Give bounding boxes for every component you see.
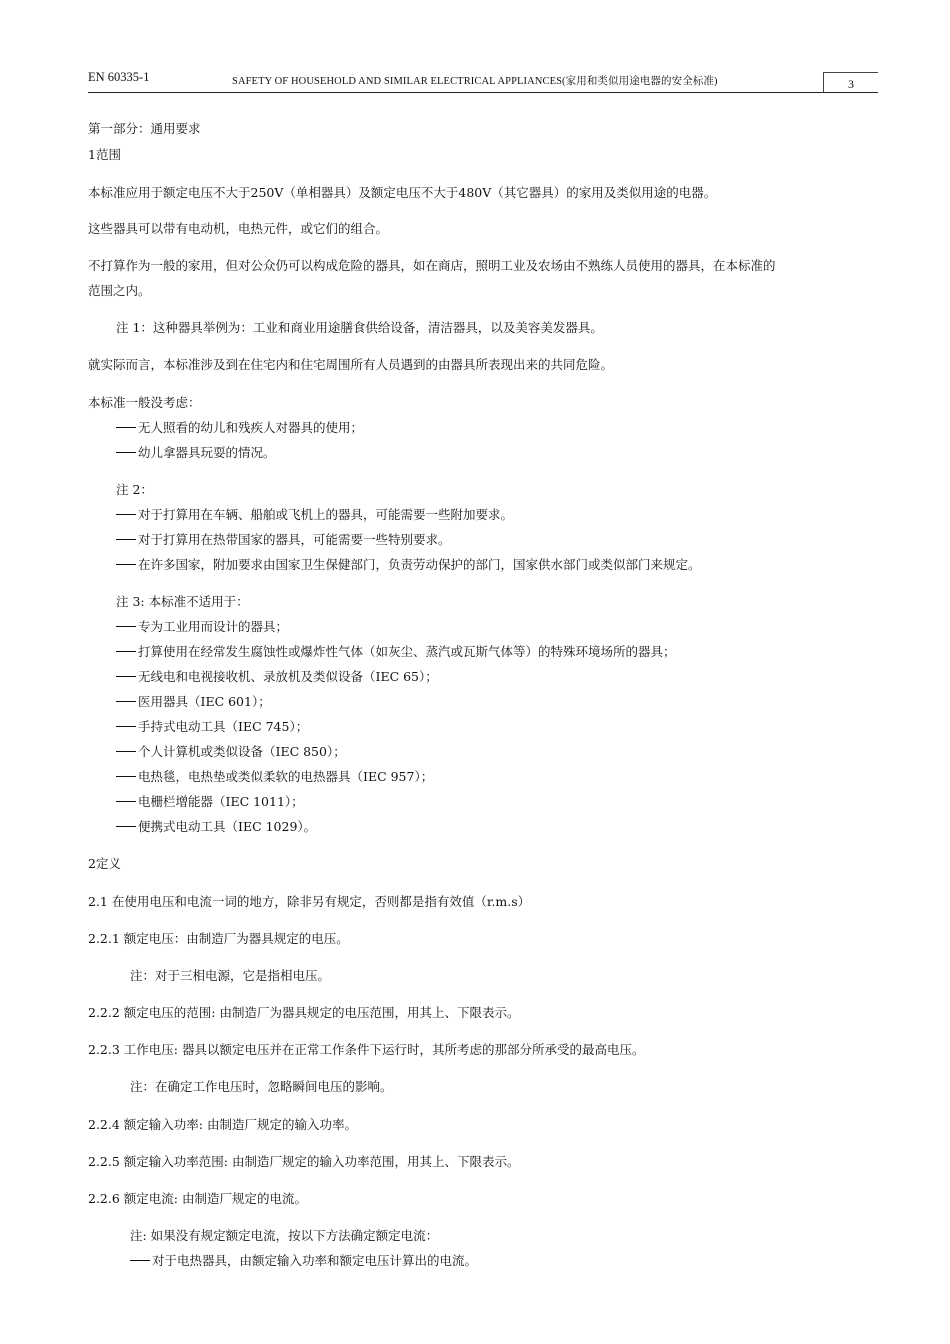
definition-2-2-6: 2.2.6 额定电流: 由制造厂规定的电流。: [88, 1191, 307, 1206]
definition-2-2-1: 2.2.1 额定电压：由制造厂为器具规定的电压。: [88, 931, 349, 946]
list-item: 无线电和电视接收机、录放机及类似设备（IEC 65）；: [116, 667, 438, 685]
paragraph-public-line1: 不打算作为一般的家用，但对公众仍可以构成危险的器具，如在商店，照明工业及农场由不熟练人员使用的器具，在本标准的: [88, 258, 776, 273]
list-item: 手持式电动工具（IEC 745）；: [116, 717, 308, 735]
dash-bullet: [116, 539, 136, 540]
definition-2-2-3-note: 注：在确定工作电压时，忽略瞬间电压的影响。: [130, 1079, 393, 1094]
page-number: 3: [823, 72, 878, 93]
dash-bullet: [116, 427, 136, 428]
dash-bullet: [116, 801, 136, 802]
definition-2-1: 2.1 在使用电压和电流一词的地方，除非另有规定，否则都是指有效值（r.m.s）: [88, 894, 531, 909]
definition-2-2-4: 2.2.4 额定输入功率: 由制造厂规定的输入功率。: [88, 1117, 357, 1132]
dash-bullet: [130, 1260, 150, 1261]
dash-bullet: [116, 726, 136, 727]
definition-2-2-6-note: 注: 如果没有规定额定电流，按以下方法确定额定电流：: [130, 1228, 439, 1243]
list-item: 便携式电动工具（IEC 1029）。: [116, 817, 316, 835]
paragraph-components: 这些器具可以带有电动机，电热元件，或它们的组合。: [88, 221, 389, 236]
dash-bullet: [116, 626, 136, 627]
dash-bullet: [116, 776, 136, 777]
dash-bullet: [116, 452, 136, 453]
paragraph-public-line2: 范围之内。: [88, 283, 151, 298]
list-item: 专为工业用而设计的器具；: [116, 617, 288, 635]
list-item: 在许多国家，附加要求由国家卫生保健部门，负责劳动保护的部门，国家供水部门或类似部门来规定。: [116, 555, 701, 573]
section-2-title: 2定义: [88, 856, 121, 871]
dash-bullet: [116, 514, 136, 515]
list-item: 电热毯，电热垫或类似柔软的电热器具（IEC 957）；: [116, 767, 433, 785]
definition-2-2-1-note: 注：对于三相电源，它是指相电压。: [130, 968, 331, 983]
note-2-title: 注 2：: [116, 482, 153, 497]
paragraph-not-considered: 本标准一般没考虑：: [88, 395, 201, 410]
section-1-title: 1范围: [88, 147, 121, 162]
page-header: [88, 68, 878, 93]
list-item: 电栅栏增能器（IEC 1011）；: [116, 792, 304, 810]
dash-bullet: [116, 701, 136, 702]
note-3-title: 注 3: 本标准不适用于：: [116, 594, 249, 609]
definition-2-2-5: 2.2.5 额定输入功率范围: 由制造厂规定的输入功率范围，用其上、下限表示。: [88, 1154, 520, 1169]
dash-bullet: [116, 751, 136, 752]
dash-bullet: [116, 676, 136, 677]
document-id: EN 60335-1: [88, 70, 150, 84]
note-1: 注 1：这种器具举例为：工业和商业用途膳食供给设备，清洁器具，以及美容美发器具。: [116, 320, 603, 335]
list-item: 个人计算机或类似设备（IEC 850）；: [116, 742, 346, 760]
list-item: 对于电热器具，由额定输入功率和额定电压计算出的电流。: [130, 1251, 477, 1269]
dash-bullet: [116, 564, 136, 565]
paragraph-hazards: 就实际而言，本标准涉及到在住宅内和住宅周围所有人员遇到的由器具所表现出来的共同危险。: [88, 357, 614, 372]
dash-bullet: [116, 826, 136, 827]
dash-bullet: [116, 651, 136, 652]
paragraph-scope: 本标准应用于额定电压不大于250V（单相器具）及额定电压不大于480V（其它器具）的家用及类似用途的电器。: [88, 185, 717, 200]
list-item: 打算使用在经常发生腐蚀性或爆炸性气体（如灰尘、蒸汽或瓦斯气体等）的特殊环境场所的器具；: [116, 642, 676, 660]
list-item: 对于打算用在热带国家的器具，可能需要一些特别要求。: [116, 530, 451, 548]
list-item: 医用器具（IEC 601）；: [116, 692, 271, 710]
definition-2-2-3: 2.2.3 工作电压: 器具以额定电压并在正常工作条件下运行时，其所考虑的那部分所承受的最高电压。: [88, 1042, 645, 1057]
list-item: 幼儿拿器具玩耍的情况。: [116, 443, 276, 461]
list-item: 无人照看的幼儿和残疾人对器具的使用；: [116, 418, 363, 436]
definition-2-2-2: 2.2.2 额定电压的范围: 由制造厂为器具规定的电压范围，用其上、下限表示。: [88, 1005, 520, 1020]
part-title: 第一部分：通用要求: [88, 121, 201, 136]
header-title: SAFETY OF HOUSEHOLD AND SIMILAR ELECTRICAL APPLIANCES(家用和类似用途电器的安全标准): [232, 76, 718, 87]
list-item: 对于打算用在车辆、船舶或飞机上的器具，可能需要一些附加要求。: [116, 505, 513, 523]
